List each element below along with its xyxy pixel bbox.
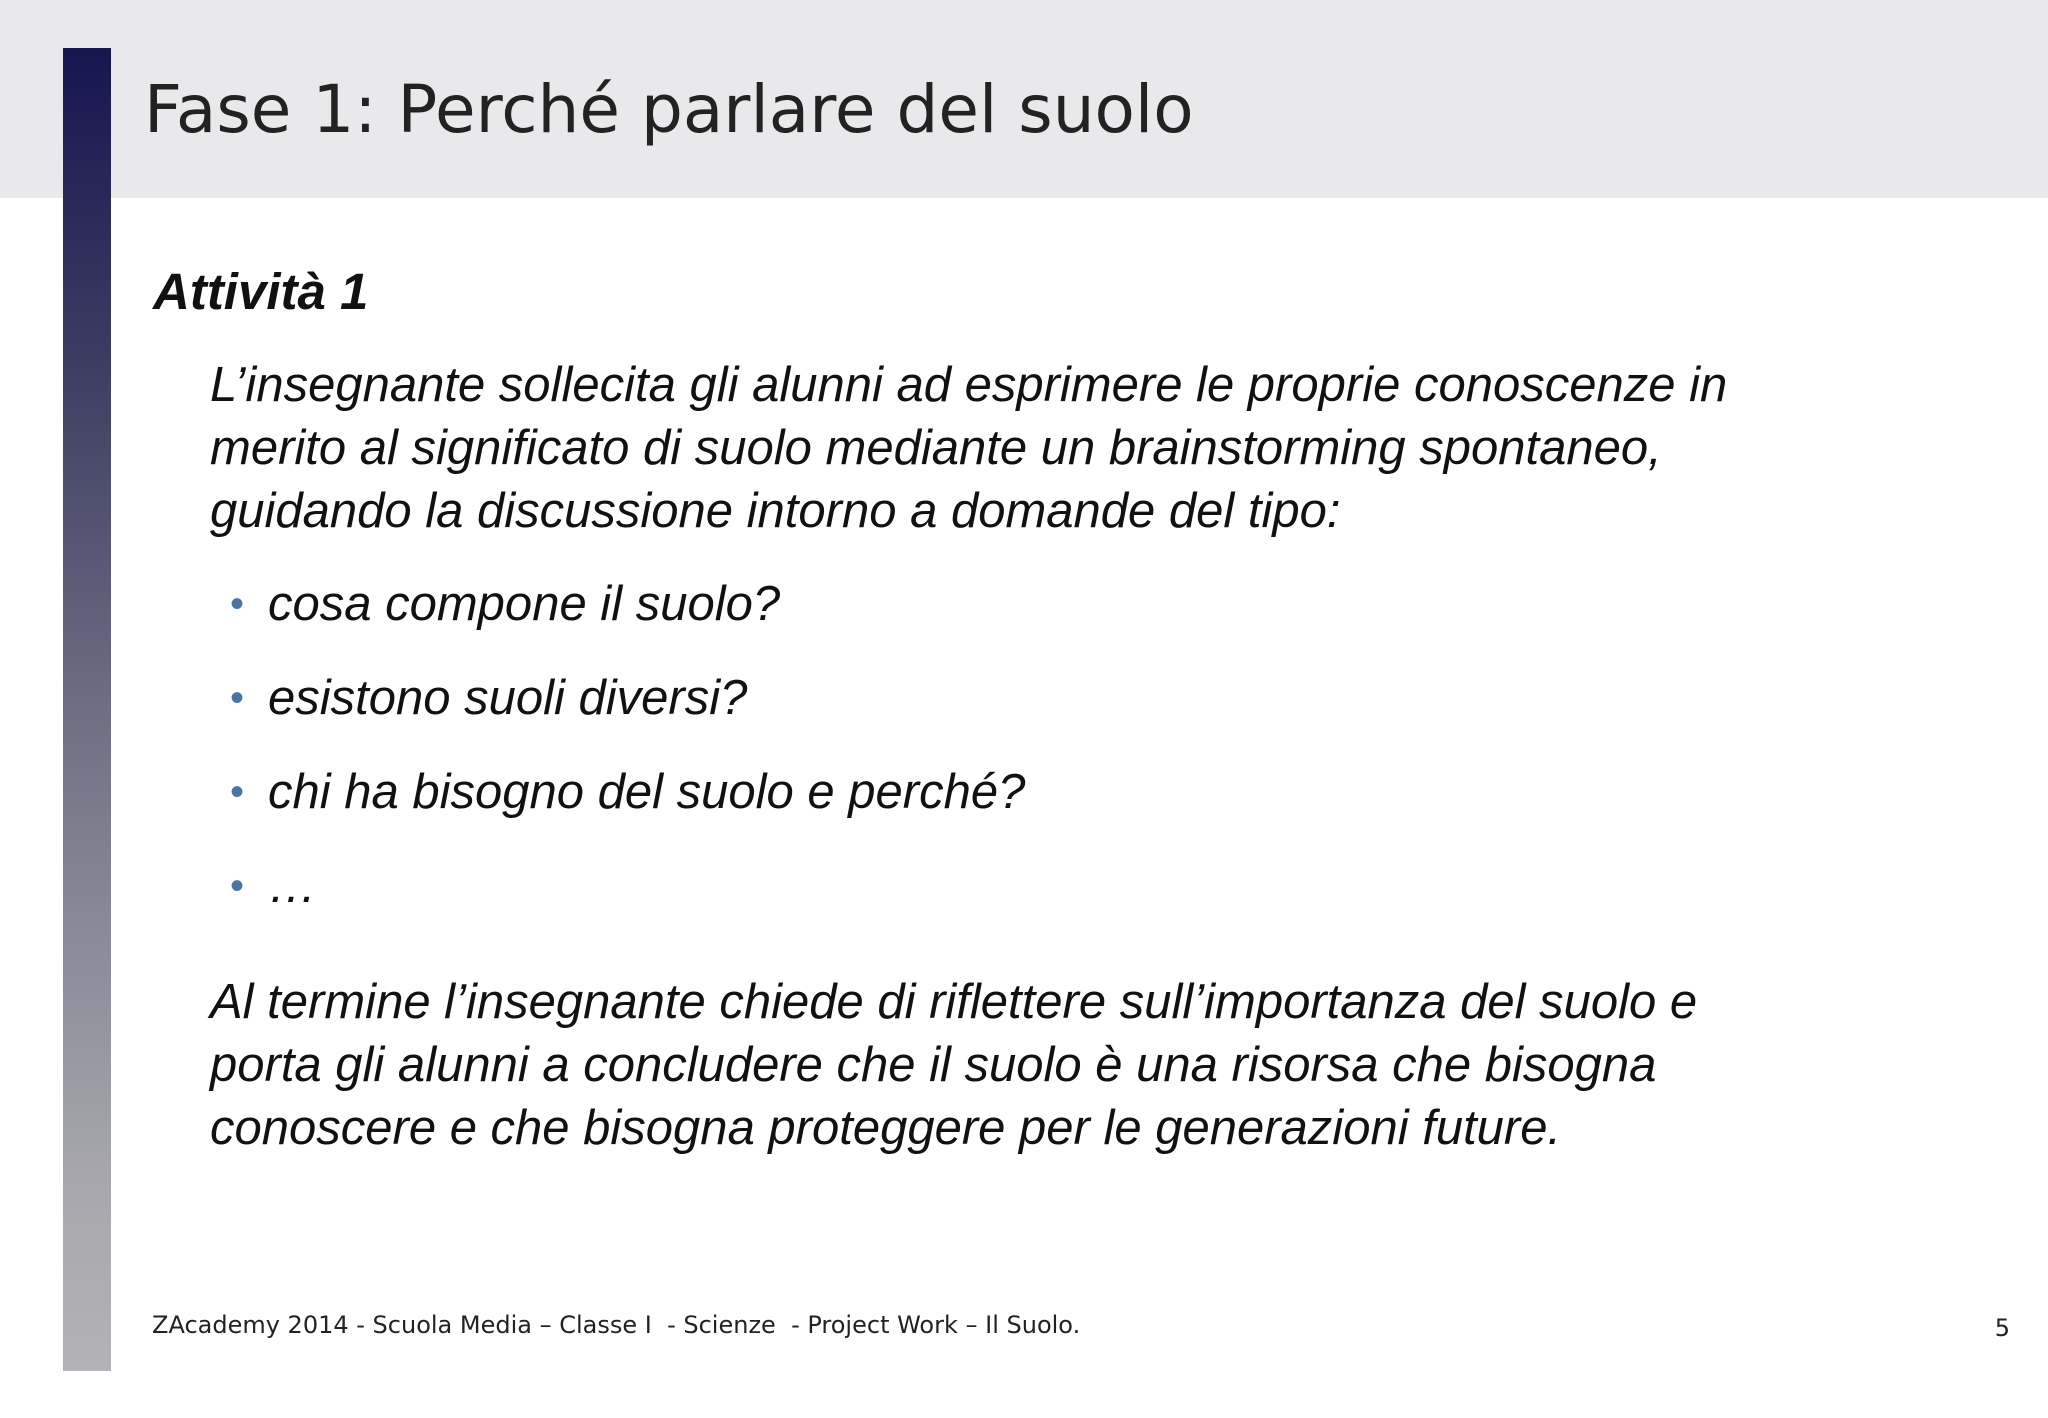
question-item: [230, 761, 1973, 855]
conclusion-line: Al termine l’insegnante chiede di riflettere sull’importanza del suolo e: [210, 975, 1698, 1029]
intro-line: merito al significato di suolo mediante un brainstorming spontaneo,: [210, 421, 1662, 475]
question-text: …: [268, 859, 317, 913]
conclusion-paragraph: [153, 971, 1973, 1160]
bullet-icon: •: [230, 582, 245, 626]
bullet-icon: •: [230, 770, 245, 814]
slide-footer: ZAcademy 2014 - Scuola Media – Classe I - Scienze - Project Work – Il Suolo.: [152, 1311, 1081, 1339]
slide-title: Fase 1: Perché parlare del suolo: [144, 71, 1194, 148]
conclusion-line: conoscere e che bisogna proteggere per le generazioni future.: [210, 1101, 1562, 1155]
question-text: cosa compone il suolo?: [268, 577, 781, 631]
intro-line: L’insegnante sollecita gli alunni ad esprimere le proprie conoscenze in: [210, 358, 1728, 412]
bullet-icon: •: [230, 864, 245, 908]
bullet-icon: •: [230, 676, 245, 720]
slide-content: [153, 262, 1973, 1160]
side-accent-bar: [63, 48, 111, 1371]
question-text: chi ha bisogno del suolo e perché?: [268, 765, 1026, 819]
question-item: [230, 667, 1973, 761]
question-item: [230, 855, 1973, 949]
question-list: [153, 573, 1973, 949]
question-text: esistono suoli diversi?: [268, 671, 748, 725]
question-item: [230, 573, 1973, 667]
intro-line: guidando la discussione intorno a domande del tipo:: [210, 484, 1341, 538]
conclusion-line: porta gli alunni a concludere che il suolo è una risorsa che bisogna: [210, 1038, 1657, 1092]
page-number: 5: [1994, 1314, 2010, 1342]
intro-paragraph: [153, 354, 1973, 543]
activity-heading: Attività 1: [153, 263, 369, 320]
